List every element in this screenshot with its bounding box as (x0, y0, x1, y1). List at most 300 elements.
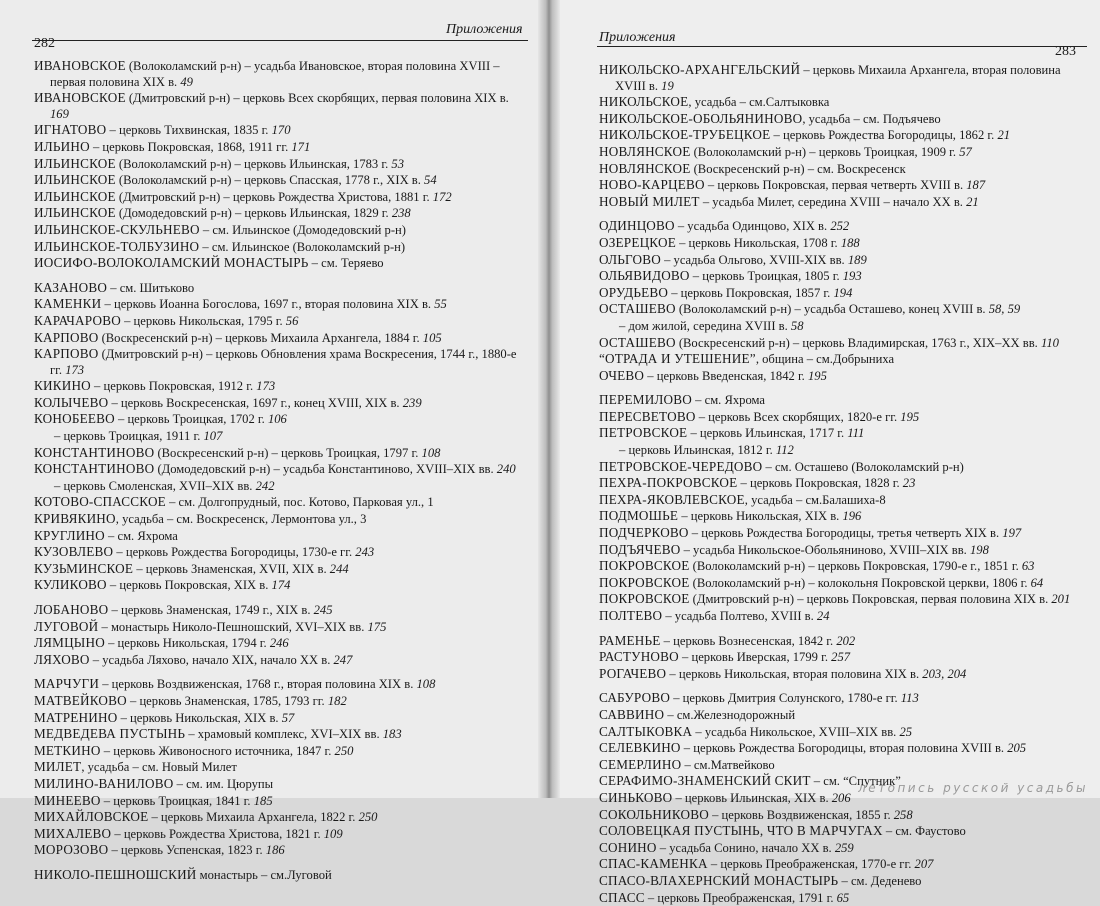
index-entry (599, 724, 1087, 741)
entry-description: – церковь Знаменская, XVII, XIX в. (133, 562, 326, 576)
entry-headword: ОЗЕРЕЦКОЕ (599, 235, 676, 250)
index-entry (599, 409, 1087, 426)
entry-page-ref: 108 (413, 677, 435, 691)
entry-description: – церковь Вознесенская, 1842 г. (661, 634, 834, 648)
index-entry (34, 693, 528, 710)
index-entry (34, 428, 528, 445)
index-entry (34, 58, 528, 90)
index-entry (599, 666, 1087, 683)
entry-description: – церковь Ильинская, 1812 г. (619, 443, 773, 457)
entry-page-ref: 207 (911, 857, 933, 871)
entry-description: – церковь Троицкая, 1911 г. (54, 429, 200, 443)
entry-page-ref: 54 (421, 173, 437, 187)
entry-page-ref: 19 (658, 79, 674, 93)
entry-page-ref: 201 (1048, 592, 1070, 606)
entry-description: – церковь Троицкая, 1805 г. (690, 269, 840, 283)
entry-page-ref: 55 (431, 297, 447, 311)
entry-description: – церковь Ильинская, 1717 г. (687, 426, 844, 440)
entry-page-ref: 238 (389, 206, 411, 220)
index-entry (34, 139, 528, 156)
entry-headword: ОЛЬЯВИДОВО (599, 268, 690, 283)
entry-page-ref: 108 (418, 446, 440, 460)
entry-description: – церковь Рождества Богородицы, 1862 г. (770, 128, 994, 142)
index-entry (599, 475, 1087, 492)
entry-headword: СЕМЕРЛИНО (599, 757, 681, 772)
index-entry (34, 544, 528, 561)
index-entry (34, 494, 528, 511)
entry-description: – усадьба Ольгово, XVIII-XIX вв. (661, 253, 845, 267)
entry-description: – церковь Ильинская, XIX в. (672, 791, 828, 805)
entry-page-ref: 245 (310, 603, 332, 617)
entry-page-ref: 57 (956, 145, 972, 159)
index-entry (34, 652, 528, 669)
entry-headword: КАРПОВО (34, 330, 98, 345)
entry-description: , усадьба – см.Салтыковка (688, 95, 829, 109)
entry-description: – церковь Троицкая, 1702 г. (115, 412, 265, 426)
entry-headword: НОВЛЯНСКОЕ (599, 161, 690, 176)
page-number: 283 (1055, 44, 1076, 60)
entry-page-ref: 186 (263, 843, 285, 857)
index-entry (34, 90, 528, 122)
entry-description: (Дмитровский р-н) – церковь Покровская, первая половина XIX в. (690, 592, 1049, 606)
index-entry (599, 807, 1087, 824)
entry-description: – см. Деденево (838, 874, 921, 888)
entry-description: (Дмитровский р-н) – церковь Рождества Христова, 1881 г. (116, 190, 430, 204)
index-entry (599, 368, 1087, 385)
watermark: летопись русской усадьбы (858, 781, 1088, 795)
entry-page-ref: 185 (251, 794, 273, 808)
entry-description: – усадьба Сонино, начало XX в. (657, 841, 832, 855)
entry-page-ref: 206 (829, 791, 851, 805)
entry-description: – усадьба Никольское-Обольяниново, XVIII–XIX вв. (680, 543, 966, 557)
entry-description: – церковь Покровская, 1828 г. (737, 476, 899, 490)
entry-page-ref: 63 (1019, 559, 1035, 573)
index-entry (34, 313, 528, 330)
index-entry (34, 239, 528, 256)
entry-page-ref: 105 (420, 331, 442, 345)
entry-headword: МИНЕЕВО (34, 793, 101, 808)
entry-description: – храмовый комплекс, XVI–XIX вв. (185, 727, 379, 741)
entry-description: – см. Яхрома (692, 393, 765, 407)
index-entry (34, 411, 528, 428)
index-entry (599, 442, 1087, 459)
entry-headword: ПЕРЕМИЛОВО (599, 392, 692, 407)
book-gutter (538, 0, 560, 798)
entry-headword: МИЛИНО-ВАНИЛОВО (34, 776, 173, 791)
entry-page-ref: 202 (833, 634, 855, 648)
entry-description: – церковь Успенская, 1823 г. (108, 843, 262, 857)
entry-description: – см. Теряево (309, 256, 384, 270)
entry-headword: ОЧЕВО (599, 368, 644, 383)
entry-page-ref: 189 (845, 253, 867, 267)
entry-page-ref: 53 (388, 157, 404, 171)
entry-page-ref: 196 (839, 509, 861, 523)
index-entry (599, 525, 1087, 542)
index-entry (599, 351, 1087, 368)
entry-headword: КОТОВО-СПАССКОЕ (34, 494, 166, 509)
entry-headword: ИЛЬИНСКОЕ-СКУЛЬНЕВО (34, 222, 200, 237)
entry-page-ref: 56 (283, 314, 299, 328)
entry-headword: МИЛЕТ (34, 759, 81, 774)
entry-page-ref: 171 (288, 140, 310, 154)
entry-description: – усадьба Никольское, XVIII–XIX вв. (692, 725, 896, 739)
index-entry (599, 194, 1087, 211)
entry-page-ref: 258 (891, 808, 913, 822)
index-entry (34, 445, 528, 462)
entry-description: (Воскресенский р-н) – церковь Владимирская, 1763 г., XIX–XX вв. (676, 336, 1038, 350)
entry-description: – церковь Михаила Архангела, вторая половина XVIII в. (615, 63, 1061, 93)
entry-headword: ИВАНОВСКОЕ (34, 58, 126, 73)
entry-description: – усадьба Полтево, XVIII в. (662, 609, 814, 623)
entry-headword: КРУГЛИНО (34, 528, 105, 543)
entry-page-ref: 187 (963, 178, 985, 192)
index-entry (599, 268, 1087, 285)
entry-description: – церковь Покровская, XIX в. (107, 578, 269, 592)
entry-page-ref: 195 (805, 369, 827, 383)
entry-description: – церковь Михаила Архангела, 1822 г. (148, 810, 355, 824)
entry-description: – церковь Никольская, 1708 г. (676, 236, 838, 250)
entry-headword: ЛУГОВОЙ (34, 619, 98, 634)
entry-description: (Волоколамский р-н) – церковь Покровская, 1790-е г., 1851 г. (690, 559, 1019, 573)
entry-page-ref: 111 (844, 426, 864, 440)
entry-description: – см. им. Цюрупы (173, 777, 273, 791)
entry-page-ref: 205 (1004, 741, 1026, 755)
index-entry (34, 776, 528, 793)
entry-headword: ПОКРОВСКОЕ (599, 575, 690, 590)
index-entry (34, 867, 528, 884)
entry-page-ref: 110 (1038, 336, 1059, 350)
entry-page-ref: 243 (352, 545, 374, 559)
entry-headword: ОЛЬГОВО (599, 252, 661, 267)
entry-description: – церковь Рождества Богородицы, 1730-е гг. (113, 545, 352, 559)
entry-headword: ОСТАШЕВО (599, 301, 676, 316)
index-entry (599, 392, 1087, 409)
index-entry (34, 378, 528, 395)
entry-page-ref: 242 (252, 479, 274, 493)
entry-headword: “ОТРАДА И УТЕШЕНИЕ” (599, 351, 756, 366)
index-entry (599, 890, 1087, 906)
entry-description: – см.Железнодорожный (664, 708, 795, 722)
entry-headword: КУЗЬМИНСКОЕ (34, 561, 133, 576)
entry-headword: СОНИНО (599, 840, 657, 855)
entry-page-ref: 250 (331, 744, 353, 758)
entry-page-ref: 23 (900, 476, 916, 490)
entry-description: (Дмитровский р-н) – церковь Всех скорбящих, первая половина XIX в. (126, 91, 509, 105)
entry-description: (Волоколамский р-н) – усадьба Ивановское, вторая половина XVIII – первая половина XIX в. (50, 59, 500, 89)
index-entry (599, 177, 1087, 194)
entry-description: (Волоколамский р-н) – церковь Ильинская, 1783 г. (116, 157, 389, 171)
index-entry (599, 425, 1087, 442)
entry-headword: КУЛИКОВО (34, 577, 107, 592)
index-entry (34, 156, 528, 173)
entry-page-ref: 183 (380, 727, 402, 741)
index-entry (599, 508, 1087, 525)
entry-description: – церковь Никольская, 1795 г. (121, 314, 283, 328)
entry-page-ref: 49 (177, 75, 193, 89)
entry-page-ref: 174 (268, 578, 290, 592)
entry-headword: ИОСИФО-ВОЛОКОЛАМСКИЙ МОНАСТЫРЬ (34, 255, 309, 270)
entry-headword: ИЛЬИНСКОЕ (34, 172, 116, 187)
entry-page-ref: 182 (325, 694, 347, 708)
entry-page-ref: 25 (896, 725, 912, 739)
entry-headword: ПЕТРОВСКОЕ (599, 425, 687, 440)
entry-description: – церковь Воздвиженская, 1768 г., вторая половина XIX в. (99, 677, 413, 691)
entry-page-ref: 259 (832, 841, 854, 855)
entry-headword: НОВЛЯНСКОЕ (599, 144, 690, 159)
entry-page-ref: 170 (268, 123, 290, 137)
entry-headword: СПАС-КАМЕНКА (599, 856, 708, 871)
page-number: 282 (34, 36, 55, 52)
entry-headword: НИКОЛЬСКОЕ-ТРУБЕЦКОЕ (599, 127, 770, 142)
index-entry (599, 318, 1087, 335)
entry-description: (Дмитровский р-н) – церковь Обновления храма Воскресения, 1744 г., 1880-е гг. (50, 347, 517, 377)
entry-headword: РАСТУНОВО (599, 649, 679, 664)
entry-description: (Воскресенский р-н) – см. Воскресенск (690, 162, 905, 176)
entry-description: – церковь Введенская, 1842 г. (644, 369, 805, 383)
entry-headword: ПОЛТЕВО (599, 608, 662, 623)
entry-page-ref: 173 (253, 379, 275, 393)
index-entry (34, 759, 528, 776)
index-entry (599, 492, 1087, 509)
right-page (551, 0, 1100, 798)
index-entry (599, 94, 1087, 111)
entry-page-ref: 247 (330, 653, 352, 667)
running-head: Приложения (599, 30, 676, 46)
entry-description: , усадьба – см.Балашиха-8 (745, 493, 886, 507)
index-entry (34, 561, 528, 578)
entry-description: – церковь Никольская, вторая половина XIX в. (666, 667, 919, 681)
entry-headword: НИКОЛЬСКОЕ-ОБОЛЬЯНИНОВО (599, 111, 802, 126)
entry-headword: СЕЛЕВКИНО (599, 740, 681, 755)
entry-page-ref: 175 (364, 620, 386, 634)
entry-headword: МАРЧУГИ (34, 676, 99, 691)
entry-headword: ЛОБАНОВО (34, 602, 108, 617)
entry-page-ref: 58, 59 (986, 302, 1021, 316)
entry-headword: МЕТКИНО (34, 743, 101, 758)
index-entry (34, 122, 528, 139)
entry-description: (Волоколамский р-н) – церковь Спасская, 1778 г., XIX в. (116, 173, 421, 187)
entry-headword: ЛЯМЦЫНО (34, 635, 105, 650)
index-entry (599, 757, 1087, 774)
entry-description: – дом жилой, середина XVIII в. (619, 319, 788, 333)
entry-description: – церковь Никольская, 1794 г. (105, 636, 267, 650)
index-entry (34, 635, 528, 652)
entry-description: – монастырь Николо-Пешношский, XVI–XIX вв. (98, 620, 364, 634)
entry-headword: КАЗАНОВО (34, 280, 107, 295)
index-entry (34, 255, 528, 272)
entry-headword: ПОДЧЕРКОВО (599, 525, 689, 540)
entry-headword: НИКОЛО-ПЕШНОШСКИЙ (34, 867, 197, 882)
entry-page-ref: 112 (773, 443, 794, 457)
entry-description: (Воскресенский р-н) – церковь Михаила Архангела, 1884 г. (98, 331, 419, 345)
index-entry (599, 285, 1087, 302)
entry-headword: ИЛЬИНСКОЕ (34, 156, 116, 171)
entry-headword: КАМЕНКИ (34, 296, 101, 311)
entry-headword: КОНОБЕЕВО (34, 411, 115, 426)
entry-headword: РОГАЧЕВО (599, 666, 666, 681)
entry-headword: НОВЫЙ МИЛЕТ (599, 194, 700, 209)
entry-page-ref: 21 (963, 195, 979, 209)
index-entry (599, 856, 1087, 873)
index-entry (34, 172, 528, 189)
entry-description: – церковь Знаменская, 1749 г., XIX в. (108, 603, 310, 617)
entry-headword: САБУРОВО (599, 690, 670, 705)
entry-headword: СОКОЛЬНИКОВО (599, 807, 709, 822)
index-entries (34, 58, 528, 884)
index-entry (599, 608, 1087, 625)
entry-headword: КРИВЯКИНО (34, 511, 116, 526)
entry-page-ref: 57 (279, 711, 295, 725)
entry-description: – церковь Покровская, первая четверть XVIII в. (705, 178, 963, 192)
index-entry (34, 676, 528, 693)
entry-page-ref: 24 (814, 609, 830, 623)
index-entry (599, 633, 1087, 650)
index-entry (34, 710, 528, 727)
entry-headword: ПОКРОВСКОЕ (599, 558, 690, 573)
entry-description: – см.Матвейково (681, 758, 774, 772)
entry-description: – церковь Живоносного источника, 1847 г. (101, 744, 332, 758)
entry-page-ref: 64 (1027, 576, 1043, 590)
entry-description: – церковь Воскресенская, 1697 г., конец XVIII, XIX в. (108, 396, 399, 410)
index-entry (599, 542, 1087, 559)
entry-headword: КОЛЫЧЕВО (34, 395, 108, 410)
entry-page-ref: 246 (267, 636, 289, 650)
entry-description: – церковь Покровская, 1912 г. (91, 379, 253, 393)
entry-description: (Домодедовский р-н) – усадьба Константиново, XVIII–XIX вв. (154, 462, 493, 476)
entry-headword: ПОКРОВСКОЕ (599, 591, 690, 606)
entry-description: (Домодедовский р-н) – церковь Ильинская, 1829 г. (116, 206, 389, 220)
index-entry (34, 577, 528, 594)
entry-headword: НИКОЛЬСКО-АРХАНГЕЛЬСКИЙ (599, 62, 800, 77)
index-entry (599, 459, 1087, 476)
index-entry (34, 222, 528, 239)
entry-description: – церковь Троицкая, 1841 г. (101, 794, 251, 808)
index-entry (34, 726, 528, 743)
entry-headword: ЛЯХОВО (34, 652, 90, 667)
entry-page-ref: 188 (838, 236, 860, 250)
index-entry (34, 346, 528, 378)
index-entry (599, 591, 1087, 608)
entry-headword: ИЛЬИНО (34, 139, 90, 154)
entry-page-ref: 239 (400, 396, 422, 410)
index-entry (34, 461, 528, 478)
index-entry (599, 218, 1087, 235)
index-entry (34, 602, 528, 619)
index-entry (599, 62, 1087, 94)
index-entry (599, 111, 1087, 128)
entry-headword: СОЛОВЕЦКАЯ ПУСТЫНЬ, ЧТО В МАРЧУГАХ (599, 823, 883, 838)
index-entry (34, 296, 528, 313)
entry-description: – см. Осташево (Волоколамский р-н) (762, 460, 964, 474)
index-entry (599, 161, 1087, 178)
header-rule (32, 40, 528, 41)
entry-description: (Волоколамский р-н) – церковь Троицкая, 1909 г. (690, 145, 956, 159)
entry-headword: КАРПОВО (34, 346, 98, 361)
index-entry (34, 793, 528, 810)
entry-description: – церковь Рождества Богородицы, третья четверть XIX в. (689, 526, 999, 540)
entry-headword: МЕДВЕДЕВА ПУСТЫНЬ (34, 726, 185, 741)
entry-description: – церковь Преображенская, 1770-е гг. (708, 857, 912, 871)
index-entry (34, 528, 528, 545)
entry-description: – церковь Смоленская, XVII–XIX вв. (54, 479, 252, 493)
index-entry (599, 575, 1087, 592)
entry-description: – см. Шитьково (107, 281, 194, 295)
entry-page-ref: 58 (788, 319, 804, 333)
index-entry (599, 558, 1087, 575)
entry-description: – см. Долгопрудный, пос. Котово, Парковая ул., 1 (166, 495, 434, 509)
index-entry (599, 252, 1087, 269)
entry-headword: КОНСТАНТИНОВО (34, 461, 154, 476)
index-entry (34, 826, 528, 843)
index-entry (34, 478, 528, 495)
index-entry (599, 740, 1087, 757)
index-entry (34, 395, 528, 412)
entry-page-ref: 252 (827, 219, 849, 233)
entry-description: – церковь Иоанна Богослова, 1697 г., вторая половина XIX в. (101, 297, 431, 311)
entry-headword: ОСТАШЕВО (599, 335, 676, 350)
entry-headword: КАРАЧАРОВО (34, 313, 121, 328)
entry-headword: МОРОЗОВО (34, 842, 108, 857)
entry-page-ref: 257 (828, 650, 850, 664)
entry-description: – церковь Всех скорбящих, 1820-е гг. (696, 410, 898, 424)
index-entry (34, 189, 528, 206)
entry-page-ref: 173 (62, 363, 84, 377)
index-entry (34, 330, 528, 347)
entry-headword: ПОДМОШЬЕ (599, 508, 678, 523)
entry-description: – церковь Никольская, XIX в. (117, 711, 278, 725)
entry-description: – см. “Спутник” (811, 774, 901, 788)
entry-page-ref: 21 (994, 128, 1010, 142)
entry-page-ref: 65 (833, 891, 849, 905)
entry-headword: ИГНАТОВО (34, 122, 106, 137)
entry-headword: МИХАЙЛОВСКОЕ (34, 809, 148, 824)
entry-description: – см. Яхрома (105, 529, 178, 543)
entry-description: – см. Ильинское (Домодедовский р-н) (200, 223, 406, 237)
index-entry (34, 619, 528, 636)
entry-description: , община – см.Добрыниха (756, 352, 894, 366)
index-entries (599, 62, 1087, 906)
index-entry (599, 127, 1087, 144)
entry-headword: СПАСО-ВЛАХЕРНСКИЙ МОНАСТЫРЬ (599, 873, 838, 888)
entry-headword: ИЛЬИНСКОЕ (34, 189, 116, 204)
entry-headword: ПЕХРА-ПОКРОВСКОЕ (599, 475, 737, 490)
entry-headword: СПАСС (599, 890, 645, 905)
entry-description: – усадьба Милет, середина XVIII – начало XX в. (700, 195, 963, 209)
entry-headword: РАМЕНЬЕ (599, 633, 661, 648)
entry-description: – церковь Тихвинская, 1835 г. (106, 123, 268, 137)
entry-description: – см. Фаустово (883, 824, 966, 838)
index-entry (34, 842, 528, 859)
entry-description: – церковь Рождества Богородицы, вторая половина XVIII в. (681, 741, 1004, 755)
entry-description: , усадьба – см. Воскресенск, Лермонтова ул., 3 (116, 512, 367, 526)
entry-page-ref: 109 (321, 827, 343, 841)
entry-description: монастырь – см.Луговой (197, 868, 332, 882)
entry-headword: ИЛЬИНСКОЕ (34, 205, 116, 220)
entry-headword: МИХАЛЕВО (34, 826, 111, 841)
entry-headword: НИКОЛЬСКОЕ (599, 94, 688, 109)
entry-headword: МАТВЕЙКОВО (34, 693, 127, 708)
index-entry (599, 235, 1087, 252)
entry-description: – церковь Никольская, XIX в. (678, 509, 839, 523)
index-entry (599, 301, 1087, 318)
entry-page-ref: 172 (430, 190, 452, 204)
entry-description: – усадьба Одинцово, XIX в. (675, 219, 827, 233)
entry-headword: ОДИНЦОВО (599, 218, 675, 233)
entry-page-ref: 195 (897, 410, 919, 424)
entry-description: – церковь Покровская, 1868, 1911 гг. (90, 140, 288, 154)
entry-headword: САЛТЫКОВКА (599, 724, 692, 739)
index-entry (599, 840, 1087, 857)
